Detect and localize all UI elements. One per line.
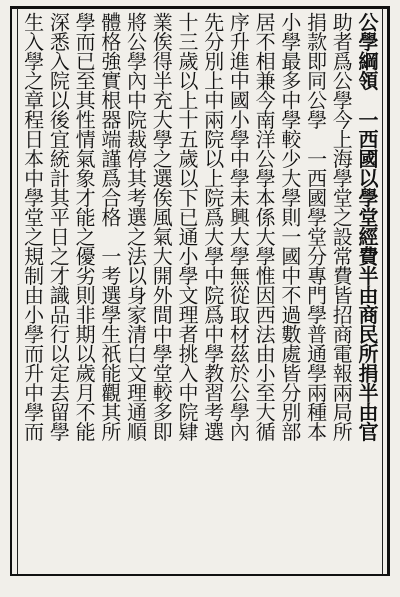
text-column-5: 居不相兼今南洋公學本係大學惟因西法由小至大循 — [252, 12, 277, 441]
frame-right-rule — [387, 6, 390, 576]
frame-bottom-rule — [10, 574, 390, 576]
text-column-11: 體格強實根器端謹爲合格 一考選學生祇能觀其所 — [97, 12, 122, 441]
frame-inner-right-rule — [382, 8, 383, 574]
text-column-3: 捐款即同公學 一西國學堂分專門學普通學兩種本 — [303, 12, 328, 441]
text-column-6: 序升進中國小學中學未興大學無從取材茲於公學內 — [226, 12, 251, 441]
frame-left-rule — [10, 6, 12, 576]
text-column-10: 將公學內中院裁停其考選之法以身家清白文理通順 — [123, 12, 148, 441]
text-column-12: 學而已至其性情氣象才能之優劣則非期以歲月不能 — [72, 12, 97, 441]
text-column-2: 助者爲公學今上海學堂之設常費皆招商電報兩局所 — [329, 12, 354, 441]
text-column-9: 業俟得半充大學之選俟風氣大開外間中學堂較多即 — [149, 12, 174, 441]
text-column-14: 生入學之章程日本中學堂之規制由小學而升中學而 — [20, 12, 45, 441]
text-column-7: 先分別上中兩院以上院爲大學中院爲中學教習考選 — [200, 12, 225, 441]
text-column-13: 深悉入院以後宜統計其平日之才識品行以定去留學 — [46, 12, 71, 441]
text-column-4: 小學最多中學較少大學則一國中不過數處皆分別部 — [277, 12, 302, 441]
frame-inner-left-rule — [17, 8, 18, 574]
text-columns — [20, 12, 380, 570]
frame-top-rule — [10, 6, 390, 9]
text-column-1: 公學綱領 一西國以學堂經費半由商民所捐半由官 — [355, 12, 379, 441]
text-column-8: 十三歲以上十五歲以下已通小學文理者挑入中院肄 — [174, 12, 199, 441]
